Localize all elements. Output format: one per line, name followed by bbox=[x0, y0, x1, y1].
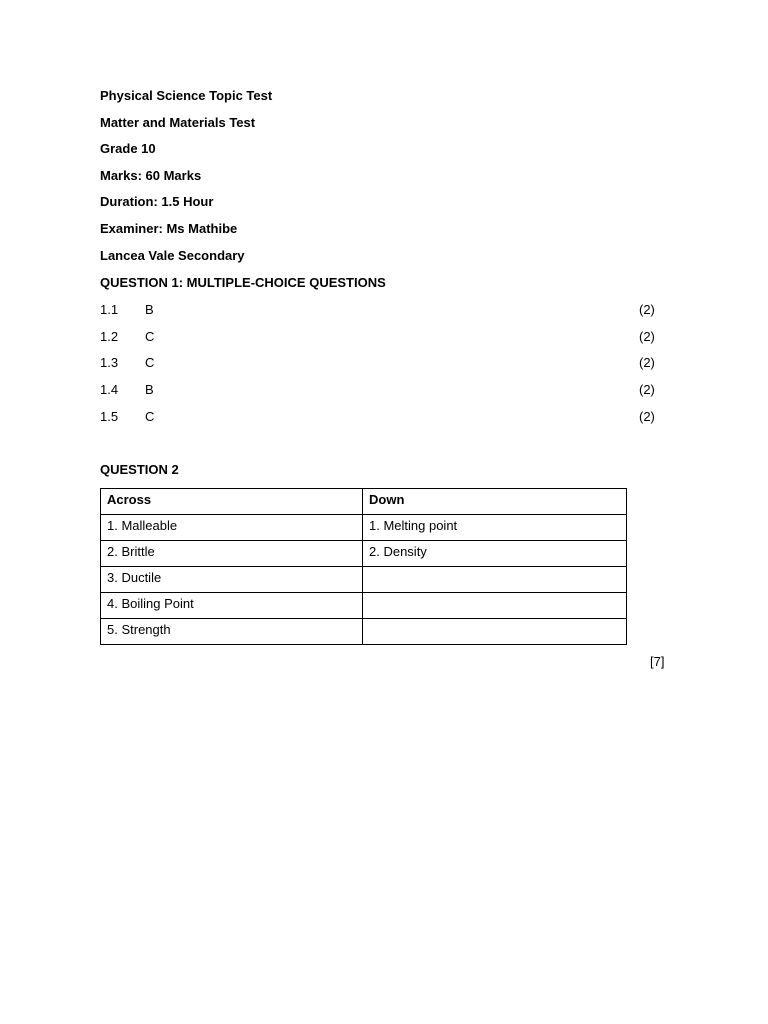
down-cell bbox=[363, 567, 627, 593]
test-subtitle: Matter and Materials Test bbox=[100, 115, 256, 130]
table-row bbox=[101, 515, 627, 541]
crossword-answers-table bbox=[100, 488, 627, 645]
mc-answer-row bbox=[100, 302, 660, 318]
mc-answer: C bbox=[145, 409, 155, 424]
mc-question-number: 1.4 bbox=[100, 382, 119, 397]
mc-marks: (2) bbox=[639, 382, 655, 397]
mc-answer-row bbox=[100, 355, 660, 371]
question2-heading: QUESTION 2 bbox=[100, 462, 179, 477]
test-title: Physical Science Topic Test bbox=[100, 88, 273, 103]
question2-total-marks: [7] bbox=[650, 654, 665, 669]
mc-marks: (2) bbox=[639, 329, 655, 344]
mc-answer-row bbox=[100, 409, 660, 425]
across-column-header: Across bbox=[101, 489, 363, 515]
grade-label: Grade 10 bbox=[100, 141, 156, 156]
mc-answer-row bbox=[100, 382, 660, 398]
mc-question-number: 1.1 bbox=[100, 302, 119, 317]
across-cell: 2. Brittle bbox=[101, 541, 363, 567]
school-name: Lancea Vale Secondary bbox=[100, 248, 245, 263]
mc-marks: (2) bbox=[639, 409, 655, 424]
table-row bbox=[101, 541, 627, 567]
down-cell bbox=[363, 593, 627, 619]
mc-marks: (2) bbox=[639, 302, 655, 317]
down-column-header: Down bbox=[363, 489, 627, 515]
table-row bbox=[101, 593, 627, 619]
across-cell: 3. Ductile bbox=[101, 567, 363, 593]
table-row bbox=[101, 619, 627, 645]
duration-label: Duration: 1.5 Hour bbox=[100, 194, 214, 209]
marks-label: Marks: 60 Marks bbox=[100, 168, 202, 183]
down-cell bbox=[363, 619, 627, 645]
mc-answer: C bbox=[145, 329, 155, 344]
mc-answer: B bbox=[145, 382, 154, 397]
mc-marks: (2) bbox=[639, 355, 655, 370]
question1-heading: QUESTION 1: MULTIPLE-CHOICE QUESTIONS bbox=[100, 275, 386, 290]
examiner-label: Examiner: Ms Mathibe bbox=[100, 221, 238, 236]
down-cell: 1. Melting point bbox=[363, 515, 627, 541]
mc-question-number: 1.5 bbox=[100, 409, 119, 424]
mc-answer-row bbox=[100, 329, 660, 345]
across-cell: 4. Boiling Point bbox=[101, 593, 363, 619]
mc-answer: B bbox=[145, 302, 154, 317]
table-header-row bbox=[101, 489, 627, 515]
across-cell: 1. Malleable bbox=[101, 515, 363, 541]
across-cell: 5. Strength bbox=[101, 619, 363, 645]
mc-answer: C bbox=[145, 355, 155, 370]
down-cell: 2. Density bbox=[363, 541, 627, 567]
table-row bbox=[101, 567, 627, 593]
mc-question-number: 1.2 bbox=[100, 329, 119, 344]
mc-question-number: 1.3 bbox=[100, 355, 119, 370]
